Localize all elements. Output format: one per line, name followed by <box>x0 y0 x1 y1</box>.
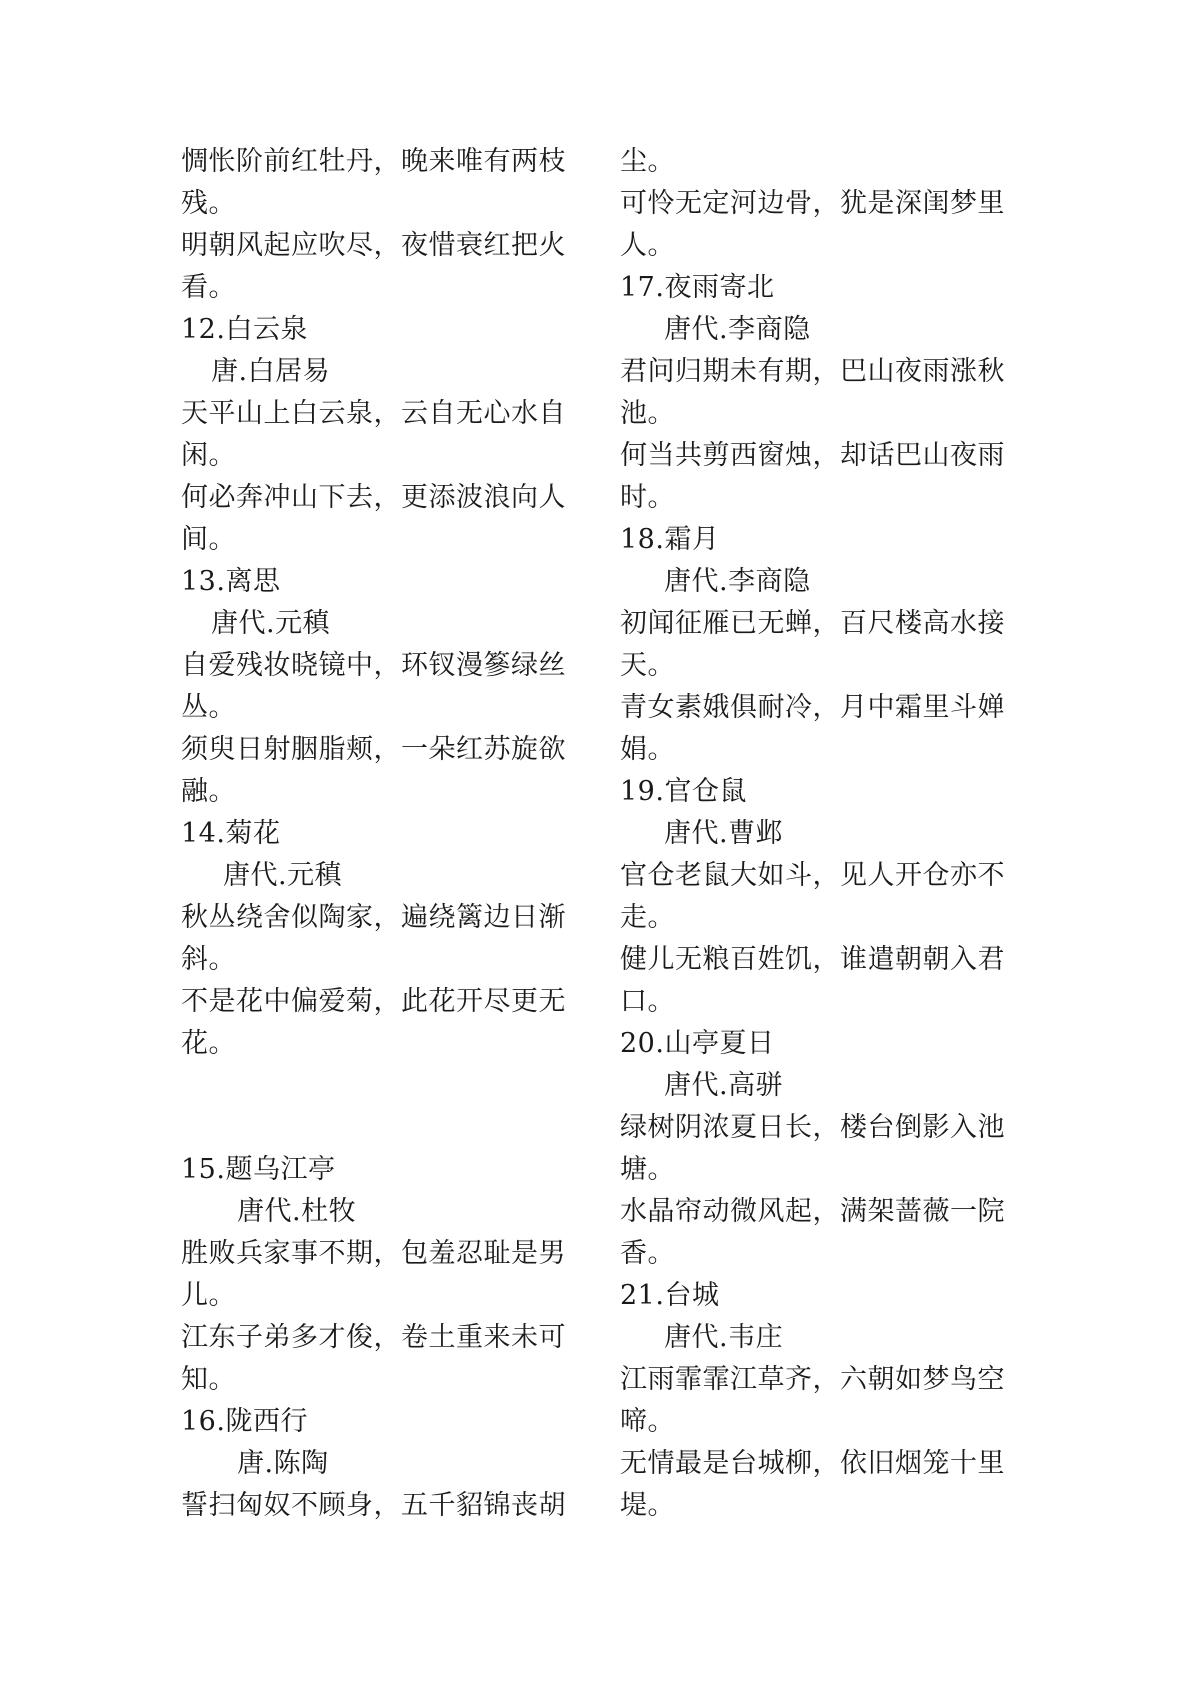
poem-line: 间。 <box>181 524 236 555</box>
blank-line <box>181 1065 601 1107</box>
poem-title: 19.官仓鼠 <box>620 776 747 807</box>
poem-line: 融。 <box>181 776 236 807</box>
right-column <box>620 141 1040 1527</box>
poem-line: 江东子弟多才俊，卷土重来未可 <box>181 1322 566 1353</box>
poem-title: 17.夜雨寄北 <box>620 272 775 303</box>
poem-line: 丛。 <box>181 692 236 723</box>
poem-author: 唐.陈陶 <box>237 1448 329 1479</box>
poem-title: 14.菊花 <box>181 818 281 849</box>
poem-title: 12.白云泉 <box>181 314 308 345</box>
left-column <box>181 141 601 1527</box>
poem-line: 看。 <box>181 272 236 303</box>
poem-author: 唐.白居易 <box>211 356 331 387</box>
poem-line: 堤。 <box>620 1490 675 1521</box>
poem-line: 时。 <box>620 482 675 513</box>
poem-line: 誓扫匈奴不顾身，五千貂锦丧胡 <box>181 1490 566 1521</box>
poem-line: 天。 <box>620 650 675 681</box>
poem-line: 初闻征雁已无蝉，百尺楼高水接 <box>620 608 1005 639</box>
poem-line: 走。 <box>620 902 675 933</box>
poem-line: 斜。 <box>181 944 236 975</box>
poem-title: 20.山亭夏日 <box>620 1028 775 1059</box>
poem-line: 啼。 <box>620 1406 675 1437</box>
poem-line: 绿树阴浓夏日长，楼台倒影入池 <box>620 1112 1005 1143</box>
poem-author: 唐代.曹邺 <box>664 818 784 849</box>
poem-line: 水晶帘动微风起，满架蔷薇一院 <box>620 1196 1005 1227</box>
poem-line: 惆怅阶前红牡丹，晚来唯有两枝 <box>181 146 566 177</box>
poem-title: 16.陇西行 <box>181 1406 308 1437</box>
poem-line: 香。 <box>620 1238 675 1269</box>
poem-author: 唐代.元稹 <box>223 860 343 891</box>
poem-line: 君问归期未有期，巴山夜雨涨秋 <box>620 356 1005 387</box>
poem-line: 须臾日射胭脂颊，一朵红苏旋欲 <box>181 734 566 765</box>
poem-line: 无情最是台城柳，依旧烟笼十里 <box>620 1448 1005 1479</box>
blank-line <box>181 1107 601 1149</box>
poem-line: 娟。 <box>620 734 675 765</box>
poem-line: 人。 <box>620 230 675 261</box>
poem-line: 儿。 <box>181 1280 236 1311</box>
poem-author: 唐代.李商隐 <box>664 314 811 345</box>
poem-line: 可怜无定河边骨，犹是深闺梦里 <box>620 188 1005 219</box>
poem-line: 胜败兵家事不期，包羞忍耻是男 <box>181 1238 566 1269</box>
poem-line: 青女素娥俱耐冷，月中霜里斗婵 <box>620 692 1005 723</box>
poem-line: 天平山上白云泉，云自无心水自 <box>181 398 566 429</box>
poem-line: 官仓老鼠大如斗，见人开仓亦不 <box>620 860 1005 891</box>
poem-line: 池。 <box>620 398 675 429</box>
poem-title: 18.霜月 <box>620 524 720 555</box>
poem-line: 健儿无粮百姓饥，谁遣朝朝入君 <box>620 944 1005 975</box>
poem-line: 何必奔冲山下去，更添波浪向人 <box>181 482 566 513</box>
poem-line: 尘。 <box>620 146 675 177</box>
poem-line: 江雨霏霏江草齐，六朝如梦鸟空 <box>620 1364 1005 1395</box>
poem-title: 15.题乌江亭 <box>181 1154 336 1185</box>
poem-line: 口。 <box>620 986 675 1017</box>
poem-line: 残。 <box>181 188 236 219</box>
poem-line: 秋丛绕舍似陶家，遍绕篱边日渐 <box>181 902 566 933</box>
poem-author: 唐代.杜牧 <box>237 1196 357 1227</box>
poem-line: 明朝风起应吹尽，夜惜衰红把火 <box>181 230 566 261</box>
poem-author: 唐代.元稹 <box>211 608 331 639</box>
poem-title: 21.台城 <box>620 1280 720 1311</box>
poem-line: 花。 <box>181 1028 236 1059</box>
poem-line: 知。 <box>181 1364 236 1395</box>
poem-line: 塘。 <box>620 1154 675 1185</box>
poem-author: 唐代.李商隐 <box>664 566 811 597</box>
poem-author: 唐代.高骈 <box>664 1070 784 1101</box>
poem-title: 13.离思 <box>181 566 281 597</box>
poem-line: 自爱残妆晓镜中，环钗漫篸绿丝 <box>181 650 566 681</box>
poem-line: 何当共剪西窗烛，却话巴山夜雨 <box>620 440 1005 471</box>
poem-line: 不是花中偏爱菊，此花开尽更无 <box>181 986 566 1017</box>
poem-author: 唐代.韦庄 <box>664 1322 784 1353</box>
poem-line: 闲。 <box>181 440 236 471</box>
